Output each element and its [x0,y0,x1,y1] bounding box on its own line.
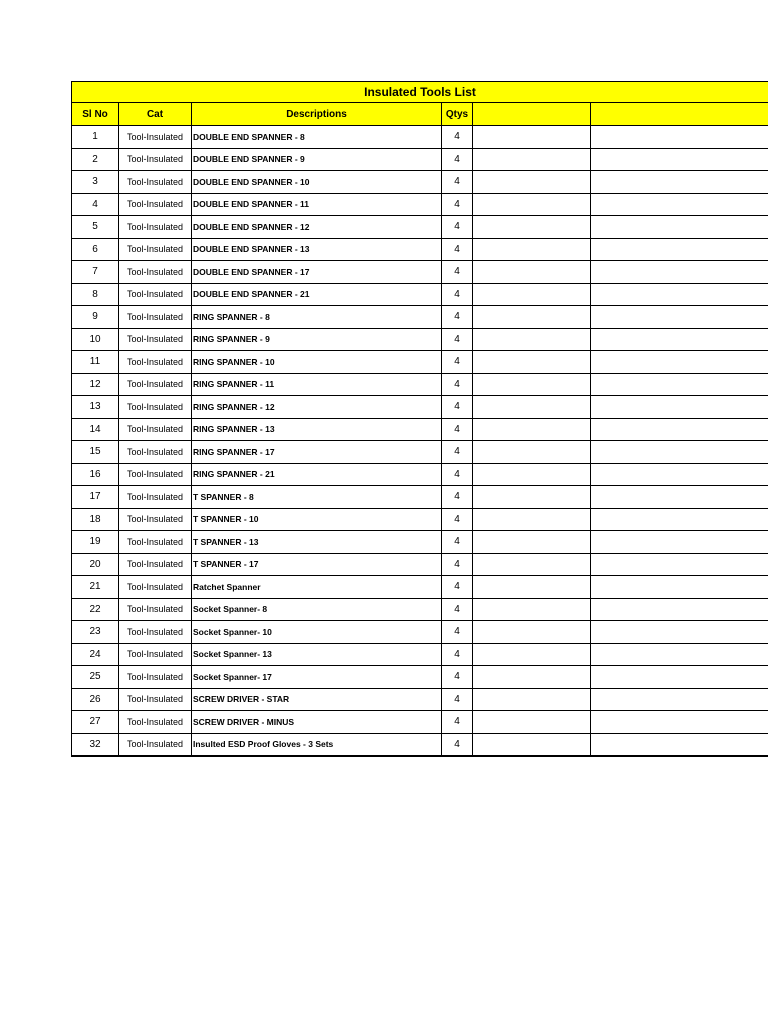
cell-blank-2 [591,306,768,329]
table-row [72,306,768,329]
cell-cat: Tool-Insulated [119,193,192,216]
cell-blank-2 [591,441,768,464]
table-row [72,283,768,306]
cell-qty: 4 [442,238,473,261]
table-row [72,193,768,216]
cell-description: Socket Spanner- 17 [192,666,442,689]
cell-sl-no: 24 [72,643,119,666]
cell-cat: Tool-Insulated [119,148,192,171]
cell-blank-1 [473,688,591,711]
cell-description: Socket Spanner- 13 [192,643,442,666]
tools-list-sheet [71,81,768,757]
cell-blank-1 [473,486,591,509]
cell-blank-1 [473,576,591,599]
title-row [72,82,768,103]
table-row [72,733,768,756]
table-row [72,396,768,419]
table-row [72,216,768,239]
cell-qty: 4 [442,733,473,756]
cell-sl-no: 21 [72,576,119,599]
table-row [72,666,768,689]
cell-cat: Tool-Insulated [119,598,192,621]
cell-blank-2 [591,463,768,486]
cell-qty: 4 [442,306,473,329]
header-blank-1 [473,103,591,126]
cell-cat: Tool-Insulated [119,306,192,329]
table-row [72,148,768,171]
cell-blank-2 [591,238,768,261]
cell-blank-1 [473,238,591,261]
cell-description: Ratchet Spanner [192,576,442,599]
cell-blank-2 [591,216,768,239]
cell-blank-1 [473,193,591,216]
cell-sl-no: 16 [72,463,119,486]
cell-description: DOUBLE END SPANNER - 8 [192,126,442,149]
cell-sl-no: 7 [72,261,119,284]
cell-cat: Tool-Insulated [119,508,192,531]
table-row [72,508,768,531]
cell-sl-no: 10 [72,328,119,351]
cell-blank-2 [591,148,768,171]
table-row [72,621,768,644]
cell-cat: Tool-Insulated [119,666,192,689]
cell-blank-1 [473,508,591,531]
cell-blank-1 [473,396,591,419]
cell-sl-no: 5 [72,216,119,239]
cell-sl-no: 25 [72,666,119,689]
cell-sl-no: 1 [72,126,119,149]
cell-blank-1 [473,463,591,486]
tools-table [71,81,768,757]
cell-qty: 4 [442,126,473,149]
cell-sl-no: 11 [72,351,119,374]
cell-cat: Tool-Insulated [119,126,192,149]
cell-blank-2 [591,711,768,734]
cell-blank-1 [473,283,591,306]
cell-blank-1 [473,373,591,396]
table-row [72,598,768,621]
cell-description: DOUBLE END SPANNER - 11 [192,193,442,216]
cell-description: Insulted ESD Proof Gloves - 3 Sets [192,733,442,756]
cell-blank-1 [473,441,591,464]
cell-qty: 4 [442,216,473,239]
cell-cat: Tool-Insulated [119,711,192,734]
cell-cat: Tool-Insulated [119,531,192,554]
cell-qty: 4 [442,576,473,599]
cell-qty: 4 [442,666,473,689]
cell-cat: Tool-Insulated [119,283,192,306]
cell-description: T SPANNER - 10 [192,508,442,531]
table-row [72,576,768,599]
table-title: Insulated Tools List [72,82,768,103]
cell-blank-2 [591,733,768,756]
cell-cat: Tool-Insulated [119,171,192,194]
cell-cat: Tool-Insulated [119,261,192,284]
cell-description: RING SPANNER - 11 [192,373,442,396]
table-row [72,531,768,554]
cell-blank-2 [591,531,768,554]
cell-qty: 4 [442,553,473,576]
cell-description: RING SPANNER - 17 [192,441,442,464]
cell-sl-no: 15 [72,441,119,464]
table-row [72,463,768,486]
cell-cat: Tool-Insulated [119,688,192,711]
cell-blank-1 [473,126,591,149]
cell-sl-no: 6 [72,238,119,261]
cell-description: T SPANNER - 8 [192,486,442,509]
cell-blank-2 [591,508,768,531]
cell-blank-2 [591,553,768,576]
cell-qty: 4 [442,328,473,351]
cell-blank-1 [473,216,591,239]
cell-sl-no: 9 [72,306,119,329]
cell-cat: Tool-Insulated [119,418,192,441]
cell-blank-2 [591,688,768,711]
cell-blank-2 [591,576,768,599]
table-row [72,261,768,284]
cell-description: DOUBLE END SPANNER - 10 [192,171,442,194]
cell-description: DOUBLE END SPANNER - 21 [192,283,442,306]
cell-cat: Tool-Insulated [119,441,192,464]
cell-sl-no: 3 [72,171,119,194]
cell-blank-2 [591,283,768,306]
cell-cat: Tool-Insulated [119,576,192,599]
cell-qty: 4 [442,261,473,284]
cell-sl-no: 20 [72,553,119,576]
cell-qty: 4 [442,171,473,194]
cell-cat: Tool-Insulated [119,216,192,239]
table-row [72,328,768,351]
cell-description: SCREW DRIVER - STAR [192,688,442,711]
cell-cat: Tool-Insulated [119,328,192,351]
cell-blank-2 [591,418,768,441]
cell-cat: Tool-Insulated [119,238,192,261]
cell-description: T SPANNER - 13 [192,531,442,554]
header-blank-2 [591,103,768,126]
cell-description: DOUBLE END SPANNER - 9 [192,148,442,171]
cell-sl-no: 22 [72,598,119,621]
cell-description: DOUBLE END SPANNER - 12 [192,216,442,239]
cell-blank-1 [473,666,591,689]
cell-qty: 4 [442,441,473,464]
cell-cat: Tool-Insulated [119,621,192,644]
cell-sl-no: 17 [72,486,119,509]
table-row [72,418,768,441]
cell-cat: Tool-Insulated [119,643,192,666]
cell-blank-2 [591,171,768,194]
header-qtys: Qtys [442,103,473,126]
cell-qty: 4 [442,418,473,441]
cell-blank-2 [591,486,768,509]
cell-blank-2 [591,261,768,284]
cell-blank-1 [473,418,591,441]
cell-description: RING SPANNER - 21 [192,463,442,486]
cell-cat: Tool-Insulated [119,351,192,374]
cell-description: RING SPANNER - 12 [192,396,442,419]
table-row [72,171,768,194]
header-cat: Cat [119,103,192,126]
header-row [72,103,768,126]
cell-qty: 4 [442,508,473,531]
cell-qty: 4 [442,531,473,554]
table-row [72,126,768,149]
cell-blank-2 [591,598,768,621]
cell-sl-no: 26 [72,688,119,711]
cell-blank-2 [591,328,768,351]
table-row [72,441,768,464]
table-row [72,688,768,711]
cell-blank-1 [473,711,591,734]
cell-description: Socket Spanner- 8 [192,598,442,621]
cell-sl-no: 14 [72,418,119,441]
cell-qty: 4 [442,148,473,171]
cell-description: RING SPANNER - 8 [192,306,442,329]
cell-blank-2 [591,643,768,666]
cell-cat: Tool-Insulated [119,733,192,756]
cell-sl-no: 13 [72,396,119,419]
table-row [72,238,768,261]
cell-description: SCREW DRIVER - MINUS [192,711,442,734]
cell-cat: Tool-Insulated [119,373,192,396]
cell-blank-1 [473,261,591,284]
table-row [72,373,768,396]
cell-sl-no: 27 [72,711,119,734]
cell-blank-1 [473,306,591,329]
cell-qty: 4 [442,283,473,306]
cell-description: T SPANNER - 17 [192,553,442,576]
cell-qty: 4 [442,711,473,734]
cell-blank-1 [473,328,591,351]
cell-blank-1 [473,643,591,666]
cell-qty: 4 [442,598,473,621]
cell-description: RING SPANNER - 10 [192,351,442,374]
cell-description: RING SPANNER - 13 [192,418,442,441]
cell-qty: 4 [442,688,473,711]
cell-qty: 4 [442,351,473,374]
cell-qty: 4 [442,373,473,396]
cell-description: RING SPANNER - 9 [192,328,442,351]
cell-qty: 4 [442,193,473,216]
cell-sl-no: 4 [72,193,119,216]
cell-blank-1 [473,148,591,171]
cell-sl-no: 18 [72,508,119,531]
cell-blank-1 [473,531,591,554]
table-row [72,643,768,666]
cell-blank-2 [591,666,768,689]
cell-sl-no: 2 [72,148,119,171]
cell-cat: Tool-Insulated [119,396,192,419]
cell-qty: 4 [442,486,473,509]
cell-description: DOUBLE END SPANNER - 17 [192,261,442,284]
cell-blank-2 [591,621,768,644]
cell-sl-no: 12 [72,373,119,396]
cell-cat: Tool-Insulated [119,553,192,576]
cell-blank-1 [473,171,591,194]
cell-sl-no: 23 [72,621,119,644]
cell-sl-no: 32 [72,733,119,756]
header-sl-no: Sl No [72,103,119,126]
table-row [72,711,768,734]
table-row [72,553,768,576]
cell-blank-1 [473,598,591,621]
cell-blank-2 [591,373,768,396]
cell-sl-no: 8 [72,283,119,306]
cell-blank-1 [473,733,591,756]
cell-blank-2 [591,193,768,216]
cell-description: DOUBLE END SPANNER - 13 [192,238,442,261]
cell-qty: 4 [442,643,473,666]
cell-qty: 4 [442,396,473,419]
cell-sl-no: 19 [72,531,119,554]
table-row [72,351,768,374]
cell-blank-1 [473,621,591,644]
table-row [72,486,768,509]
cell-blank-1 [473,351,591,374]
cell-blank-2 [591,126,768,149]
cell-cat: Tool-Insulated [119,463,192,486]
cell-description: Socket Spanner- 10 [192,621,442,644]
cell-blank-2 [591,351,768,374]
cell-blank-2 [591,396,768,419]
cell-qty: 4 [442,463,473,486]
cell-blank-1 [473,553,591,576]
header-descriptions: Descriptions [192,103,442,126]
cell-cat: Tool-Insulated [119,486,192,509]
cell-qty: 4 [442,621,473,644]
